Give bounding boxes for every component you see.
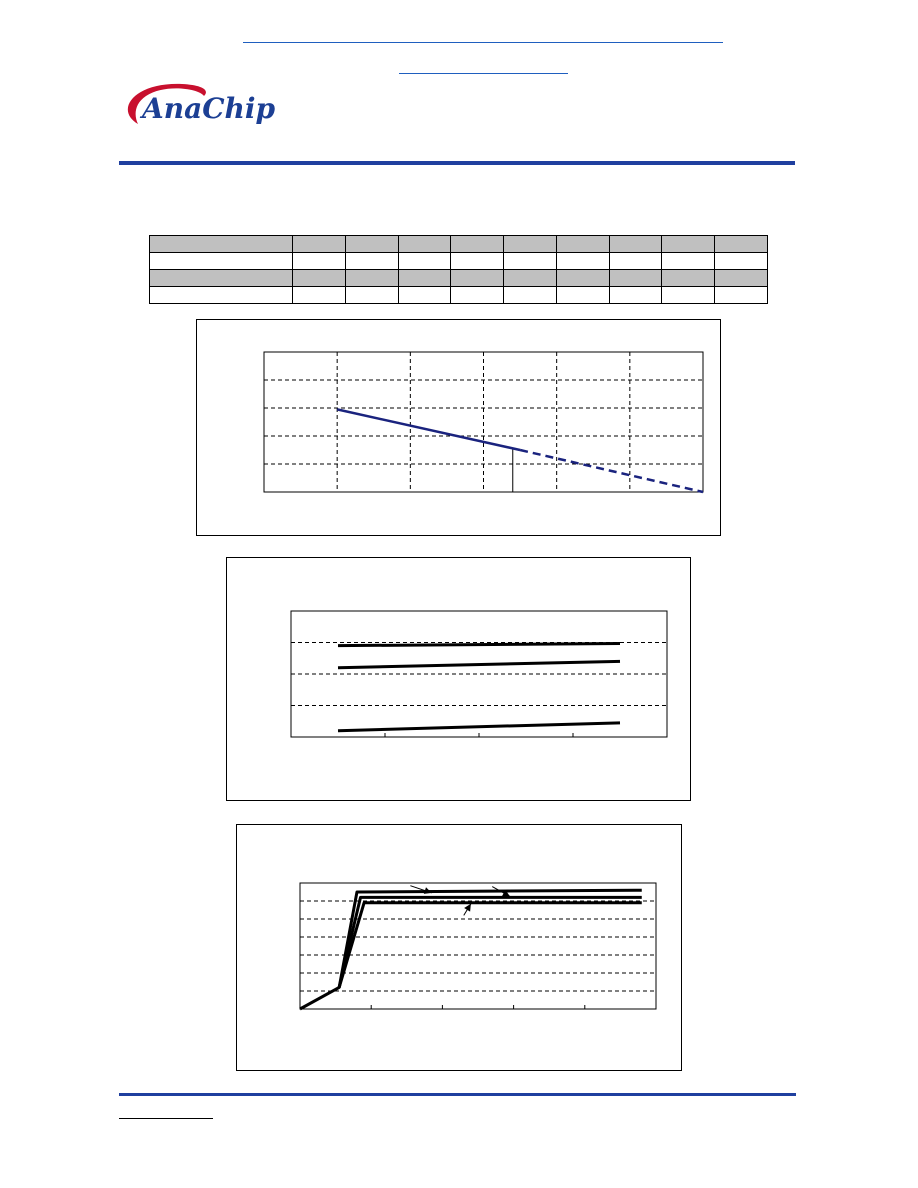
table-cell	[293, 236, 346, 253]
table-cell	[609, 287, 662, 304]
table-cell	[609, 236, 662, 253]
table-cell	[293, 287, 346, 304]
table-cell	[609, 270, 662, 287]
table-cell	[715, 236, 768, 253]
table-cell	[556, 253, 609, 270]
table-cell	[556, 287, 609, 304]
table-cell	[293, 270, 346, 287]
table-row	[150, 287, 768, 304]
table-cell	[715, 270, 768, 287]
table-cell	[398, 270, 451, 287]
footer-link-line[interactable]	[119, 1118, 213, 1119]
table-cell	[504, 270, 557, 287]
table-cell	[451, 270, 504, 287]
table-row	[150, 236, 768, 253]
footer-rule	[119, 1093, 796, 1096]
table-cell	[556, 270, 609, 287]
table-cell	[293, 253, 346, 270]
table-cell	[345, 236, 398, 253]
table-row-label-cell	[150, 236, 293, 253]
chart-1	[197, 320, 720, 535]
table-cell	[662, 253, 715, 270]
table-cell	[609, 253, 662, 270]
chart-2	[227, 558, 690, 800]
header-link-line[interactable]	[243, 42, 723, 43]
table-cell	[398, 253, 451, 270]
header-rule	[119, 161, 795, 165]
table-cell	[398, 236, 451, 253]
table-row-label-cell	[150, 253, 293, 270]
chart-1-frame	[196, 319, 721, 536]
chart-2-frame	[226, 557, 691, 801]
table-cell	[451, 253, 504, 270]
table-cell	[504, 236, 557, 253]
table-cell	[398, 287, 451, 304]
header-link-line-short[interactable]	[399, 73, 568, 74]
table-cell	[504, 287, 557, 304]
table-cell	[345, 287, 398, 304]
table-cell	[662, 287, 715, 304]
table-cell	[662, 236, 715, 253]
chart-3	[237, 825, 681, 1070]
table-cell	[715, 287, 768, 304]
table-cell	[662, 270, 715, 287]
table-row	[150, 253, 768, 270]
table-cell	[504, 253, 557, 270]
table-row-label-cell	[150, 287, 293, 304]
anachip-logo	[120, 80, 276, 132]
table-cell	[715, 253, 768, 270]
spec-table	[149, 235, 768, 304]
table-cell	[556, 236, 609, 253]
table-cell	[345, 253, 398, 270]
chart-3-frame	[236, 824, 682, 1071]
table-cell	[345, 270, 398, 287]
logo-text: AnaChip	[142, 92, 276, 125]
table-row-label-cell	[150, 270, 293, 287]
table-row	[150, 270, 768, 287]
table-cell	[451, 287, 504, 304]
table-cell	[451, 236, 504, 253]
